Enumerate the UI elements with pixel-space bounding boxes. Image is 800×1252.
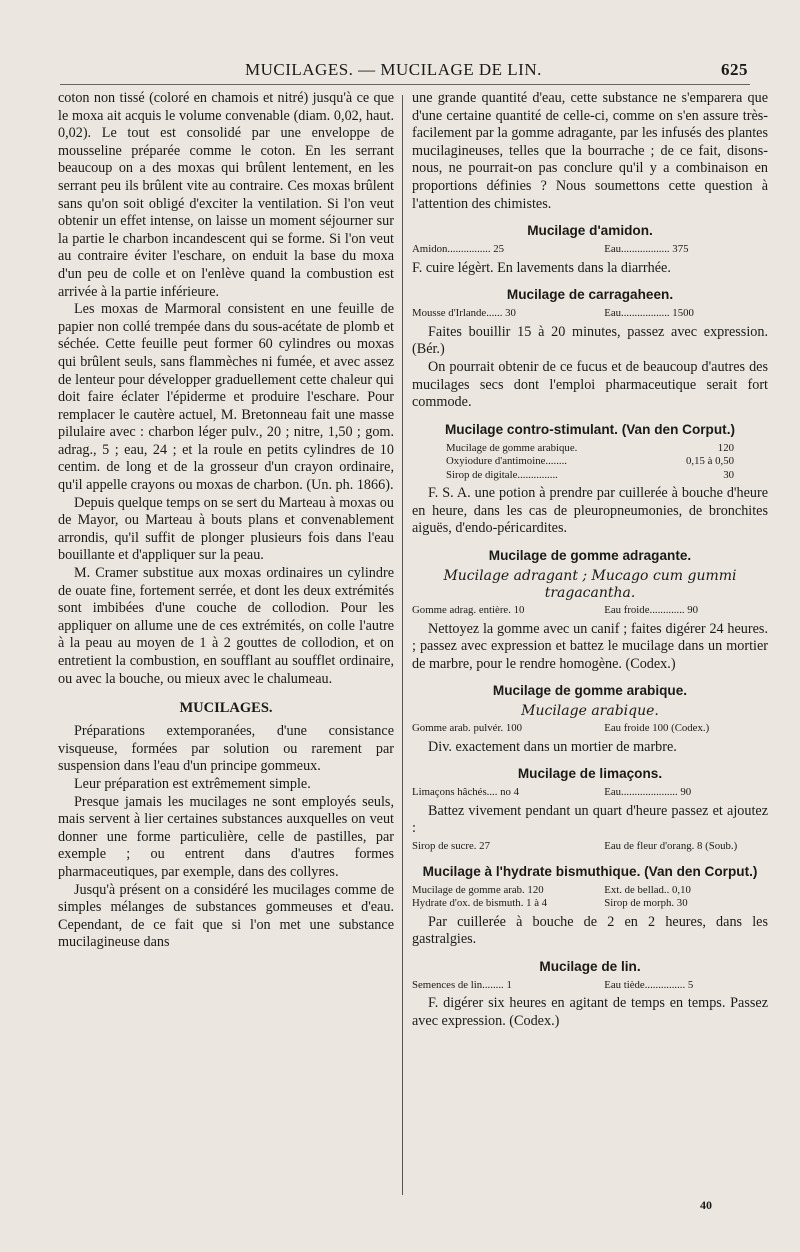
left-column (58, 90, 394, 952)
ingredient: Sirop de digitale............... (446, 468, 558, 481)
recipe-instructions: Nettoyez la gomme avec un canif ; faites digérer 24 heures. ; passez avec expression et battez le mucilage dans un mortier de marbre, pour le rendre homogène. (Codex.) (412, 620, 768, 672)
ingredient: Oxyiodure d'antimoine........ (446, 455, 567, 468)
recipe-subtitle: Mucilage adragant ; Mucago cum gummi tragacantha. (443, 568, 737, 601)
recipe-title: Mucilage à l'hydrate bismuthique. (Van den Corput.) (422, 863, 758, 879)
ingredient: Gomme arab. pulvér. 100 (412, 722, 523, 735)
recipe-instructions: F. S. A. une potion à prendre par cuillerée à bouche d'heure en heure, dans les cas de pleuropneumonies, de bronchites aiguës, d'endo-péricardites. (412, 485, 768, 537)
ingredient: Limaçons hâchés.... no 4 (412, 786, 520, 799)
ingredient: Eau froide 100 (Codex.) (604, 722, 710, 735)
recipe-instructions: F. cuire légèrt. En lavements dans la diarrhée. (412, 259, 671, 276)
ingredient: Sirop de sucre. 27 (412, 840, 490, 853)
paragraph: Presque jamais les mucilages ne sont employés seuls, mais servent à lier certaines substances auxquelles on veut donner une forme particulière, celle de pastilles, par exemple ; ou entrent dans d'autres formes pharmaceutiques, par exemple, dans des collyres. (58, 793, 394, 880)
right-column (412, 90, 768, 1030)
paragraph: On pourrait obtenir de ce fucus et de beaucoup d'autres des mucilages secs dont l'emploi pharmaceutique serait fort commode. (412, 358, 768, 411)
header-title: MUCILAGES. — MUCILAGE DE LIN. (245, 60, 542, 79)
recipe-instructions: Battez vivement pendant un quart d'heure passez et ajoutez : (412, 802, 768, 837)
header-rule (60, 84, 750, 85)
paragraph: Depuis quelque temps on se sert du Marteau à moxas ou de Mayor, ou Marteau à bouts plans et convenablement arrondis, qu'il suffit de plonger plusieurs fois dans l'eau bouillante et d'appliquer sur la peau. (58, 494, 394, 564)
recipe-ingredients (412, 786, 768, 800)
ingredient: Hydrate d'ox. de bismuth. 1 à 4 (412, 897, 548, 910)
ingredient: Mucilage de gomme arabique. (446, 441, 578, 454)
recipe-instructions: F. digérer six heures en agitant de temps en temps. Passez avec expression. (Codex.) (412, 995, 768, 1029)
running-header (245, 60, 748, 80)
ingredient-quantity: 30 (723, 468, 734, 481)
recipe-ingredients (412, 243, 768, 257)
ingredient: Eau tiède............... 5 (604, 978, 694, 991)
page-number: 625 (721, 60, 748, 79)
ingredient: Mucilage de gomme arab. 120 (412, 883, 544, 896)
recipe-title: Mucilage d'amidon. (527, 223, 653, 239)
recipe-instructions: Par cuillerée à bouche de 2 en 2 heures, dans les gastralgies. (412, 913, 768, 948)
paragraph: Leur préparation est extrêmement simple. (74, 775, 311, 792)
recipe-title: Mucilage de gomme adragante. (488, 548, 692, 563)
recipe-title: Mucilage de carragaheen. (506, 287, 674, 303)
recipe-instructions: Div. exactement dans un mortier de marbre. (428, 738, 677, 755)
ingredient: Ext. de bellad.. 0,10 (604, 883, 691, 896)
recipe-instructions: Faites bouillir 15 à 20 minutes, passez avec expression. (Bér.) (412, 323, 768, 358)
recipe-ingredients (412, 722, 768, 736)
recipe-ingredients (412, 840, 768, 854)
ingredient-quantity: 0,15 à 0,50 (686, 455, 734, 468)
recipe-ingredients (412, 979, 768, 993)
ingredient-quantity: 120 (717, 441, 734, 454)
signature-mark: 40 (700, 1198, 712, 1212)
recipe-ingredients (412, 884, 768, 911)
section-title: MUCILAGES. (179, 700, 273, 717)
ingredient: Mousse d'Irlande...... 30 (412, 307, 516, 320)
paragraph: coton non tissé (coloré en chamois et nitré) jusqu'à ce que le moxa ait acquis le volume convenable (diam. 0,02, haut. 0,02). Le tout est consolidé par une enveloppe de mousseline préparée comme le coton. En les serrant beaucoup on a des moxas qui brûlent lentement, en les serrant peu ils brûlent vite au contraire. Ces moxas brûlent sans qu'on soit obligé d'exciter la ventilation. Si l'on veut obtenir un effet intense, on laisse un moment séjourner sur la partie le charbon incandescent qui se forme. Si l'on veut au contraire éviter l'eschare, on enduit la base du moxa d'un peu de colle et on l'enlève quand la combustion est arrivée à la partie inférieure. (58, 90, 394, 300)
recipe-title: Mucilage de lin. (539, 958, 641, 974)
recipe-ingredients (412, 442, 768, 483)
ingredient: Eau de fleur d'orang. 8 (Soub.) (604, 840, 738, 853)
ingredient: Gomme adrag. entière. 10 (412, 604, 525, 616)
recipe-title: Mucilage de gomme arabique. (492, 683, 688, 699)
recipe-ingredients (412, 307, 768, 321)
recipe-ingredients (412, 604, 768, 618)
ingredient: Eau froide............. 90 (604, 604, 699, 616)
paragraph: Jusqu'à présent on a considéré les mucilages comme de simples mélanges de substances gommeuses et d'eau. Cependant, de ce fait que si l'on met une substance mucilagineuse dans (58, 881, 394, 951)
recipe-subtitle: Mucilage arabique. (521, 703, 659, 720)
recipe-title: Mucilage contro-stimulant. (Van den Corput.) (444, 421, 735, 437)
paragraph: Les moxas de Marmoral consistent en une feuille de papier non collé trempée dans du sous-acétate de plomb et séchée. Cette feuille peut former 60 cylindres ou moxas qui brûlent seuls, sans flammèches ni fumée, et avec assez de lenteur pour développer graduellement cette chaleur qui doit faire éclater l'épiderme et produire l'eschare. Pour remplacer le cautère actuel, M. Bretonneau fait une masse pilulaire avec : charbon léger pulv., 20 ; nitre, 1,50 ; gom. adrag., 5 ; eau, 24 ; et la roule en petits cylindres de 10 centim. de long et de la grosseur d'un crayon ordinaire, qu'il appelle crayons ou moxas de charbon. (Un. ph. 1866). (58, 301, 394, 494)
ingredient: Sirop de morph. 30 (604, 897, 688, 910)
column-divider (402, 95, 403, 1195)
paragraph: une grande quantité d'eau, cette substance ne s'emparera que d'une certaine quantité de celle-ci, comme on s'en assure très-facilement par la gomme adragante, par les infusés des plantes mucilagineuses, telles que la bourrache ; de ce fait, disons-nous, ne pourrait-on pas conclure qu'il y a combinaison en proportions définies ? Nous soumettons cette question à l'attention des chimistes. (412, 90, 768, 212)
ingredient: Amidon................ 25 (412, 243, 505, 256)
ingredient: Eau.................. 375 (604, 243, 689, 256)
ingredient: Semences de lin........ 1 (412, 978, 512, 991)
recipe-title: Mucilage de limaçons. (517, 766, 663, 782)
paragraph: Préparations extemporanées, d'une consistance visqueuse, formées par solution ou rarement par suspension dans l'eau d'un principe gommeux. (58, 723, 394, 775)
ingredient: Eau..................... 90 (604, 786, 692, 799)
ingredient: Eau.................. 1500 (604, 307, 694, 320)
paragraph: M. Cramer substitue aux moxas ordinaires un cylindre de ouate fine, fortement serrée, et dont les deux extrémités sont imbibées d'une couche de collodion. Pour les appliquer on allume une de ces extrémités, on colle l'autre à la peau au moyen de 1 à 2 gouttes de collodion, et on entretient la combustion, en soufflant au soufflet ordinaire, ou avec la bouche, ou mieux avec le chalumeau. (58, 565, 394, 687)
